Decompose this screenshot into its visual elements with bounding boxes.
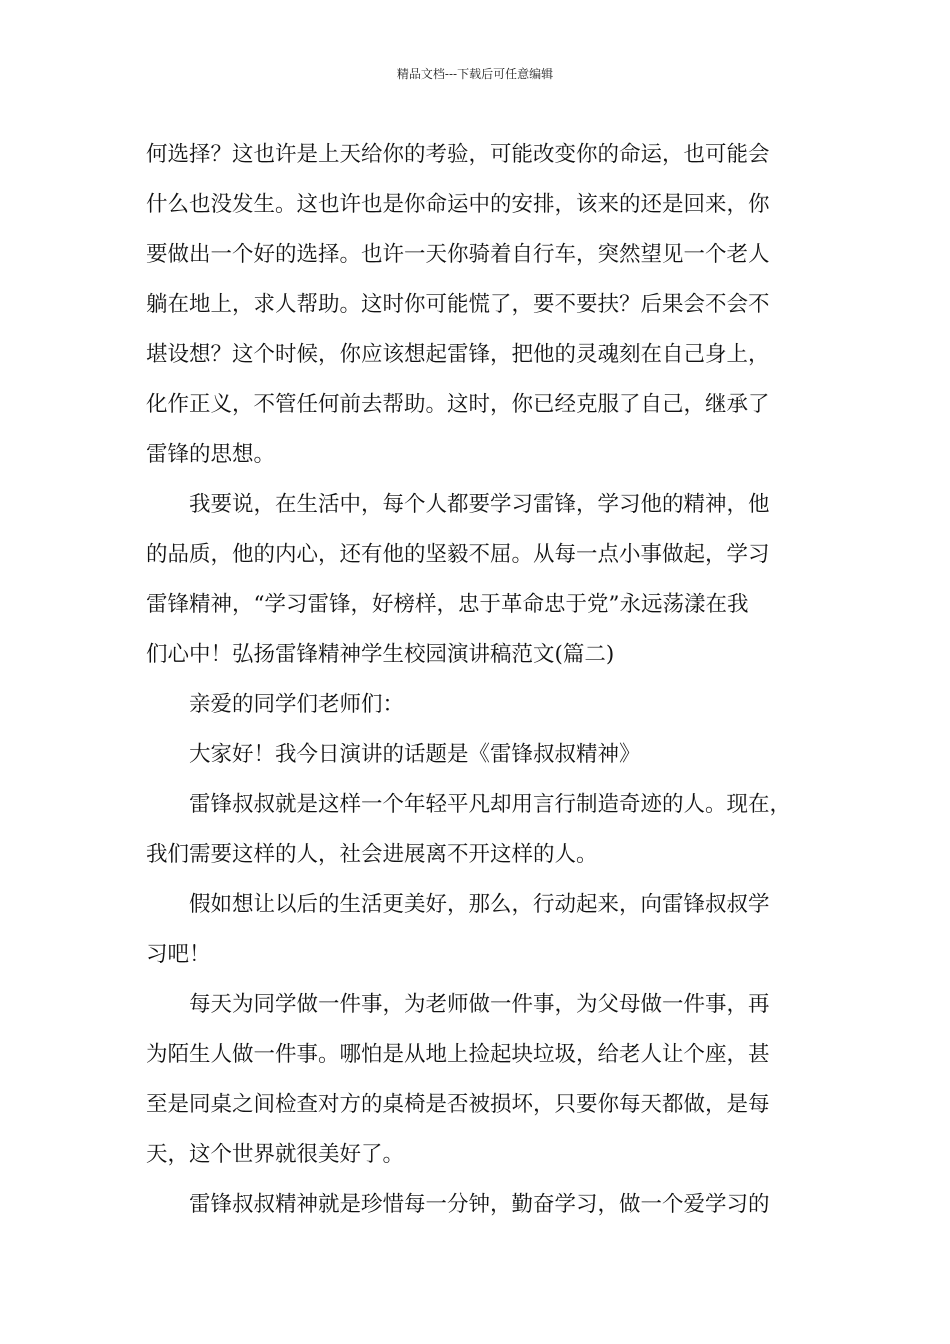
text-line: 每天为同学做一件事，为老师做一件事，为父母做一件事，再 [189,992,770,1017]
text-line: 大家好！我今日演讲的话题是《雷锋叔叔精神》 [189,742,641,767]
text-line: 躺在地上，求人帮助。这时你可能慌了，要不要扶？后果会不会不 [146,292,770,317]
text-line: 堪设想？这个时候，你应该想起雷锋，把他的灵魂刻在自己身上， [146,342,770,367]
page-header: 精品文档---下载后可任意编辑 [396,67,554,81]
document-body [146,130,826,1230]
text-line: 我们需要这样的人，社会进展离不开这样的人。 [146,842,598,867]
text-line: 习吧！ [146,942,211,967]
text-line: 至是同桌之间检查对方的桌椅是否被损坏，只要你每天都做，是每 [146,1092,770,1117]
text-line: 假如想让以后的生活更美好，那么，行动起来，向雷锋叔叔学 [189,892,770,917]
text-line: 们心中！弘扬雷锋精神学生校园演讲稿范文(篇二) [146,642,615,667]
text-line: 雷锋的思想。 [146,442,276,467]
text-line: 雷锋精神，“学习雷锋，好榜样，忠于革命忠于党”永远荡漾在我 [146,592,749,617]
text-line: 为陌生人做一件事。哪怕是从地上捡起块垃圾，给老人让个座，甚 [146,1042,770,1067]
text-line: 我要说，在生活中，每个人都要学习雷锋，学习他的精神，他 [189,492,770,517]
text-line: 什么也没发生。这也许也是你命运中的安排，该来的还是回来，你 [146,192,770,217]
text-line: 的品质，他的内心，还有他的坚毅不屈。从每一点小事做起，学习 [146,542,770,567]
text-line: 要做出一个好的选择。也许一天你骑着自行车，突然望见一个老人 [146,242,770,267]
text-line: 化作正义，不管任何前去帮助。这时，你已经克服了自己，继承了 [146,392,770,417]
text-line: 雷锋叔叔精神就是珍惜每一分钟，勤奋学习，做一个爱学习的 [189,1192,770,1217]
text-line: 天，这个世界就很美好了。 [146,1142,405,1167]
text-line: 亲爱的同学们老师们： [189,692,405,717]
text-line: 何选择？这也许是上天给你的考验，可能改变你的命运，也可能会 [146,142,770,167]
text-line: 雷锋叔叔就是这样一个年轻平凡却用言行制造奇迹的人。现在， [189,792,792,817]
